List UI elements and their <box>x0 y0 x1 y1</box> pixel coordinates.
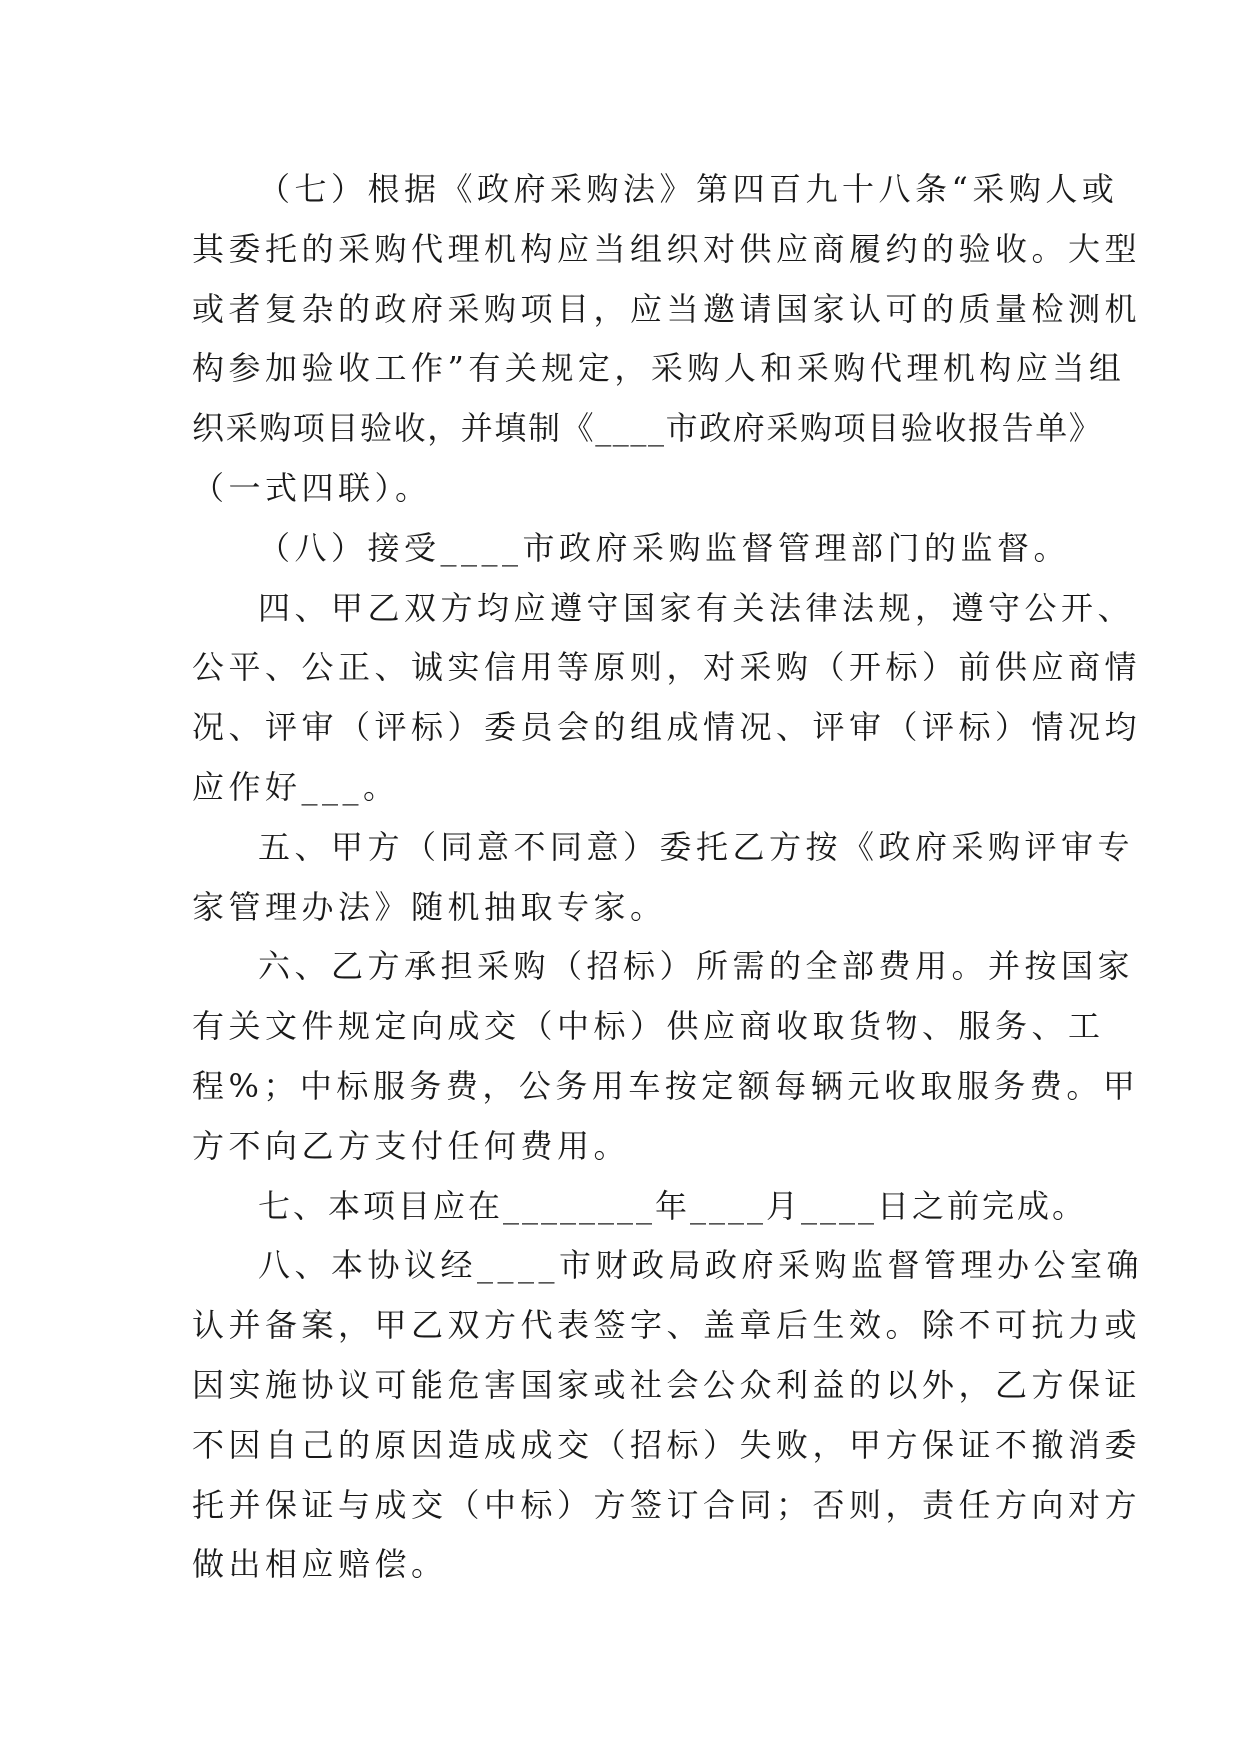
text-line: 五、甲方（同意不同意）委托乙方按《政府采购评审专 <box>258 827 1135 866</box>
paragraph-clause-7 <box>192 160 1142 519</box>
text-line: 七、本项目应在________年____月____日之前完成。 <box>258 1186 1088 1225</box>
text-line: 因实施协议可能危害国家或社会公众利益的以外，乙方保证 <box>192 1365 1142 1404</box>
text-line: 不因自己的原因造成成交（招标）失败，甲方保证不撤消委 <box>192 1425 1142 1464</box>
text-line: （八）接受____市政府采购监督管理部门的监督。 <box>258 528 1071 567</box>
text-line: 八、本协议经____市财政局政府采购监督管理办公室确 <box>258 1246 1144 1285</box>
text-line: 方不向乙方支付任何费用。 <box>192 1126 631 1165</box>
paragraph-section-4 <box>192 579 1142 818</box>
text-line: 有关文件规定向成交（中标）供应商收取货物、服务、工 <box>192 1007 1105 1046</box>
text-line: 家管理办法》随机抽取专家。 <box>192 887 667 926</box>
text-line: 认并备案，甲乙双方代表签字、盖章后生效。除不可抗力或 <box>192 1306 1142 1345</box>
paragraph-clause-8 <box>192 519 1071 579</box>
paragraph-section-6 <box>192 937 1140 1176</box>
text-line: （一式四联）。 <box>192 468 432 507</box>
text-line: 或者复杂的政府采购项目，应当邀请国家认可的质量检测机 <box>192 289 1142 328</box>
text-line: 公平、公正、诚实信用等原则，对采购（开标）前供应商情 <box>192 648 1142 687</box>
text-line: 做出相应赔偿。 <box>192 1545 448 1584</box>
text-line: 六、乙方承担采购（招标）所需的全部费用。并按国家 <box>258 947 1135 986</box>
text-line: 构参加验收工作”有关规定，采购人和采购代理机构应当组 <box>192 349 1126 388</box>
text-line: 四、甲乙双方均应遵守国家有关法律法规，遵守公开、 <box>258 588 1135 627</box>
paragraph-section-8 <box>192 1236 1144 1595</box>
text-line: （七）根据《政府采购法》第四百九十八条“采购人或 <box>258 170 1119 208</box>
document-body <box>192 160 1144 1595</box>
text-line: 程%；中标服务费，公务用车按定额每辆元收取服务费。甲 <box>192 1066 1140 1105</box>
text-line: 应作好___。 <box>192 767 400 806</box>
paragraph-section-7 <box>192 1177 1088 1237</box>
text-line: 况、评审（评标）委员会的组成情况、评审（评标）情况均 <box>192 708 1142 747</box>
text-line: 托并保证与成交（中标）方签订合同；否则，责任方向对方 <box>192 1485 1142 1524</box>
text-line: 其委托的采购代理机构应当组织对供应商履约的验收。大型 <box>192 229 1142 268</box>
text-line: 织采购项目验收，并填制《____市政府采购项目验收报告单》 <box>192 409 1103 448</box>
paragraph-section-5 <box>192 818 1135 938</box>
